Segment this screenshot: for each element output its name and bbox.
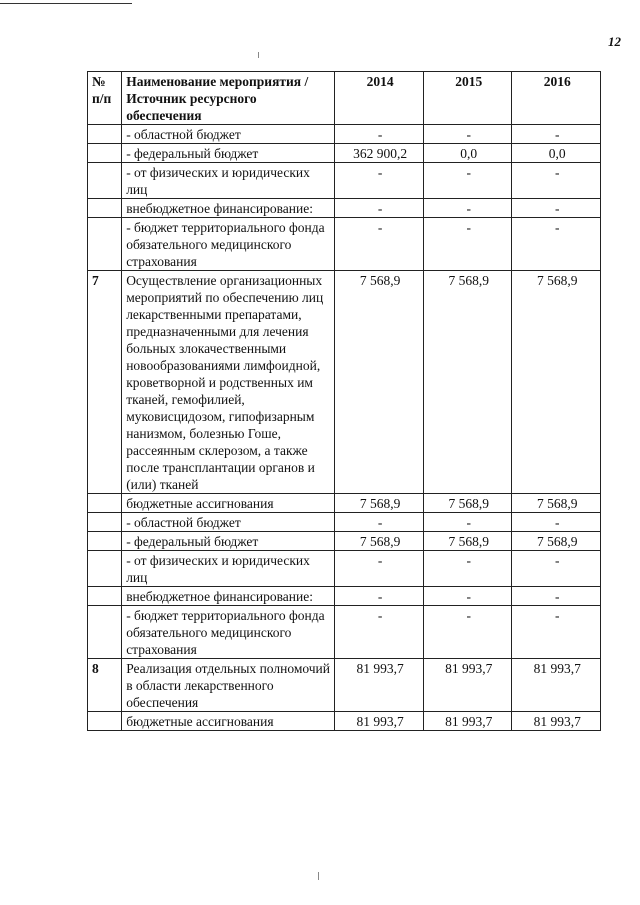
page-number: 12 bbox=[608, 34, 621, 49]
row-value-2016: 7 568,9 bbox=[512, 271, 601, 494]
row-number: 7 bbox=[88, 271, 122, 494]
row-value-2016: - bbox=[512, 513, 601, 532]
row-name: - бюджет территориального фонда обязательного медицинского страхования bbox=[122, 606, 335, 659]
table-row bbox=[88, 659, 601, 712]
row-value-2014: - bbox=[335, 125, 424, 144]
row-value-2014: - bbox=[335, 199, 424, 218]
row-number bbox=[88, 587, 122, 606]
table-row bbox=[88, 712, 601, 731]
table-row bbox=[88, 606, 601, 659]
row-value-2016: 0,0 bbox=[512, 144, 601, 163]
row-value-2014: 7 568,9 bbox=[335, 532, 424, 551]
header-year-2016: 2016 bbox=[512, 72, 601, 125]
table-row bbox=[88, 199, 601, 218]
budget-table bbox=[87, 71, 601, 731]
row-number: 8 bbox=[88, 659, 122, 712]
row-value-2016: - bbox=[512, 199, 601, 218]
scan-speck bbox=[318, 872, 319, 880]
row-value-2014: 81 993,7 bbox=[335, 659, 424, 712]
row-value-2014: 81 993,7 bbox=[335, 712, 424, 731]
row-value-2014: - bbox=[335, 218, 424, 271]
row-value-2015: - bbox=[423, 199, 512, 218]
row-value-2015: 7 568,9 bbox=[423, 271, 512, 494]
header-num: № п/п bbox=[88, 72, 122, 125]
row-value-2015: - bbox=[423, 163, 512, 199]
table-row bbox=[88, 125, 601, 144]
row-value-2016: - bbox=[512, 551, 601, 587]
row-value-2016: 7 568,9 bbox=[512, 532, 601, 551]
row-name: - бюджет территориального фонда обязательного медицинского страхования bbox=[122, 218, 335, 271]
row-value-2015: 0,0 bbox=[423, 144, 512, 163]
row-name: - от физических и юридических лиц bbox=[122, 163, 335, 199]
row-value-2016: 7 568,9 bbox=[512, 494, 601, 513]
row-number bbox=[88, 712, 122, 731]
row-name: Реализация отдельных полномочий в области лекарственного обеспечения bbox=[122, 659, 335, 712]
row-value-2016: - bbox=[512, 163, 601, 199]
header-year-2014: 2014 bbox=[335, 72, 424, 125]
table-row bbox=[88, 271, 601, 494]
row-name: - федеральный бюджет bbox=[122, 532, 335, 551]
row-value-2015: - bbox=[423, 587, 512, 606]
table-row bbox=[88, 163, 601, 199]
row-number bbox=[88, 199, 122, 218]
header-year-2015: 2015 bbox=[423, 72, 512, 125]
row-value-2015: 81 993,7 bbox=[423, 659, 512, 712]
row-value-2016: 81 993,7 bbox=[512, 659, 601, 712]
row-name: - от физических и юридических лиц bbox=[122, 551, 335, 587]
row-number bbox=[88, 125, 122, 144]
row-number bbox=[88, 218, 122, 271]
row-number bbox=[88, 144, 122, 163]
row-name: - областной бюджет bbox=[122, 513, 335, 532]
row-name: бюджетные ассигнования bbox=[122, 712, 335, 731]
table-row bbox=[88, 532, 601, 551]
row-value-2015: - bbox=[423, 125, 512, 144]
row-name: Осуществление организационных мероприятий по обеспечению лиц лекарственными препаратами, предназначенными для лечения больных злокачественными новообразованиями лимфоидной, кроветворной и родственных им тканей, гемофилией, муковисцидозом, гипофизарным нанизмом, болезнью Гоше, рассеянным склерозом, а также после трансплантации органов и (или) тканей bbox=[122, 271, 335, 494]
row-value-2014: - bbox=[335, 587, 424, 606]
row-value-2015: - bbox=[423, 551, 512, 587]
table-row bbox=[88, 144, 601, 163]
row-value-2015: - bbox=[423, 218, 512, 271]
table-row bbox=[88, 551, 601, 587]
row-number bbox=[88, 513, 122, 532]
row-number bbox=[88, 163, 122, 199]
row-value-2015: 7 568,9 bbox=[423, 494, 512, 513]
table-row bbox=[88, 587, 601, 606]
row-value-2016: - bbox=[512, 587, 601, 606]
row-name: - федеральный бюджет bbox=[122, 144, 335, 163]
header-row bbox=[88, 72, 601, 125]
top-rule bbox=[0, 3, 132, 4]
table-row bbox=[88, 218, 601, 271]
scan-speck bbox=[258, 52, 259, 58]
row-value-2016: - bbox=[512, 606, 601, 659]
row-value-2016: - bbox=[512, 125, 601, 144]
row-value-2014: - bbox=[335, 513, 424, 532]
row-name: бюджетные ассигнования bbox=[122, 494, 335, 513]
table-row bbox=[88, 494, 601, 513]
row-number bbox=[88, 494, 122, 513]
row-name: внебюджетное финансирование: bbox=[122, 587, 335, 606]
row-value-2014: - bbox=[335, 163, 424, 199]
row-value-2014: 362 900,2 bbox=[335, 144, 424, 163]
row-value-2016: 81 993,7 bbox=[512, 712, 601, 731]
row-name: внебюджетное финансирование: bbox=[122, 199, 335, 218]
row-value-2014: - bbox=[335, 606, 424, 659]
row-number bbox=[88, 551, 122, 587]
row-value-2015: 7 568,9 bbox=[423, 532, 512, 551]
row-number bbox=[88, 606, 122, 659]
table-row bbox=[88, 513, 601, 532]
row-value-2016: - bbox=[512, 218, 601, 271]
row-value-2015: 81 993,7 bbox=[423, 712, 512, 731]
row-value-2014: 7 568,9 bbox=[335, 494, 424, 513]
row-value-2015: - bbox=[423, 606, 512, 659]
row-name: - областной бюджет bbox=[122, 125, 335, 144]
row-value-2015: - bbox=[423, 513, 512, 532]
header-name: Наименование мероприятия / Источник ресурсного обеспечения bbox=[122, 72, 335, 125]
row-number bbox=[88, 532, 122, 551]
row-value-2014: 7 568,9 bbox=[335, 271, 424, 494]
row-value-2014: - bbox=[335, 551, 424, 587]
